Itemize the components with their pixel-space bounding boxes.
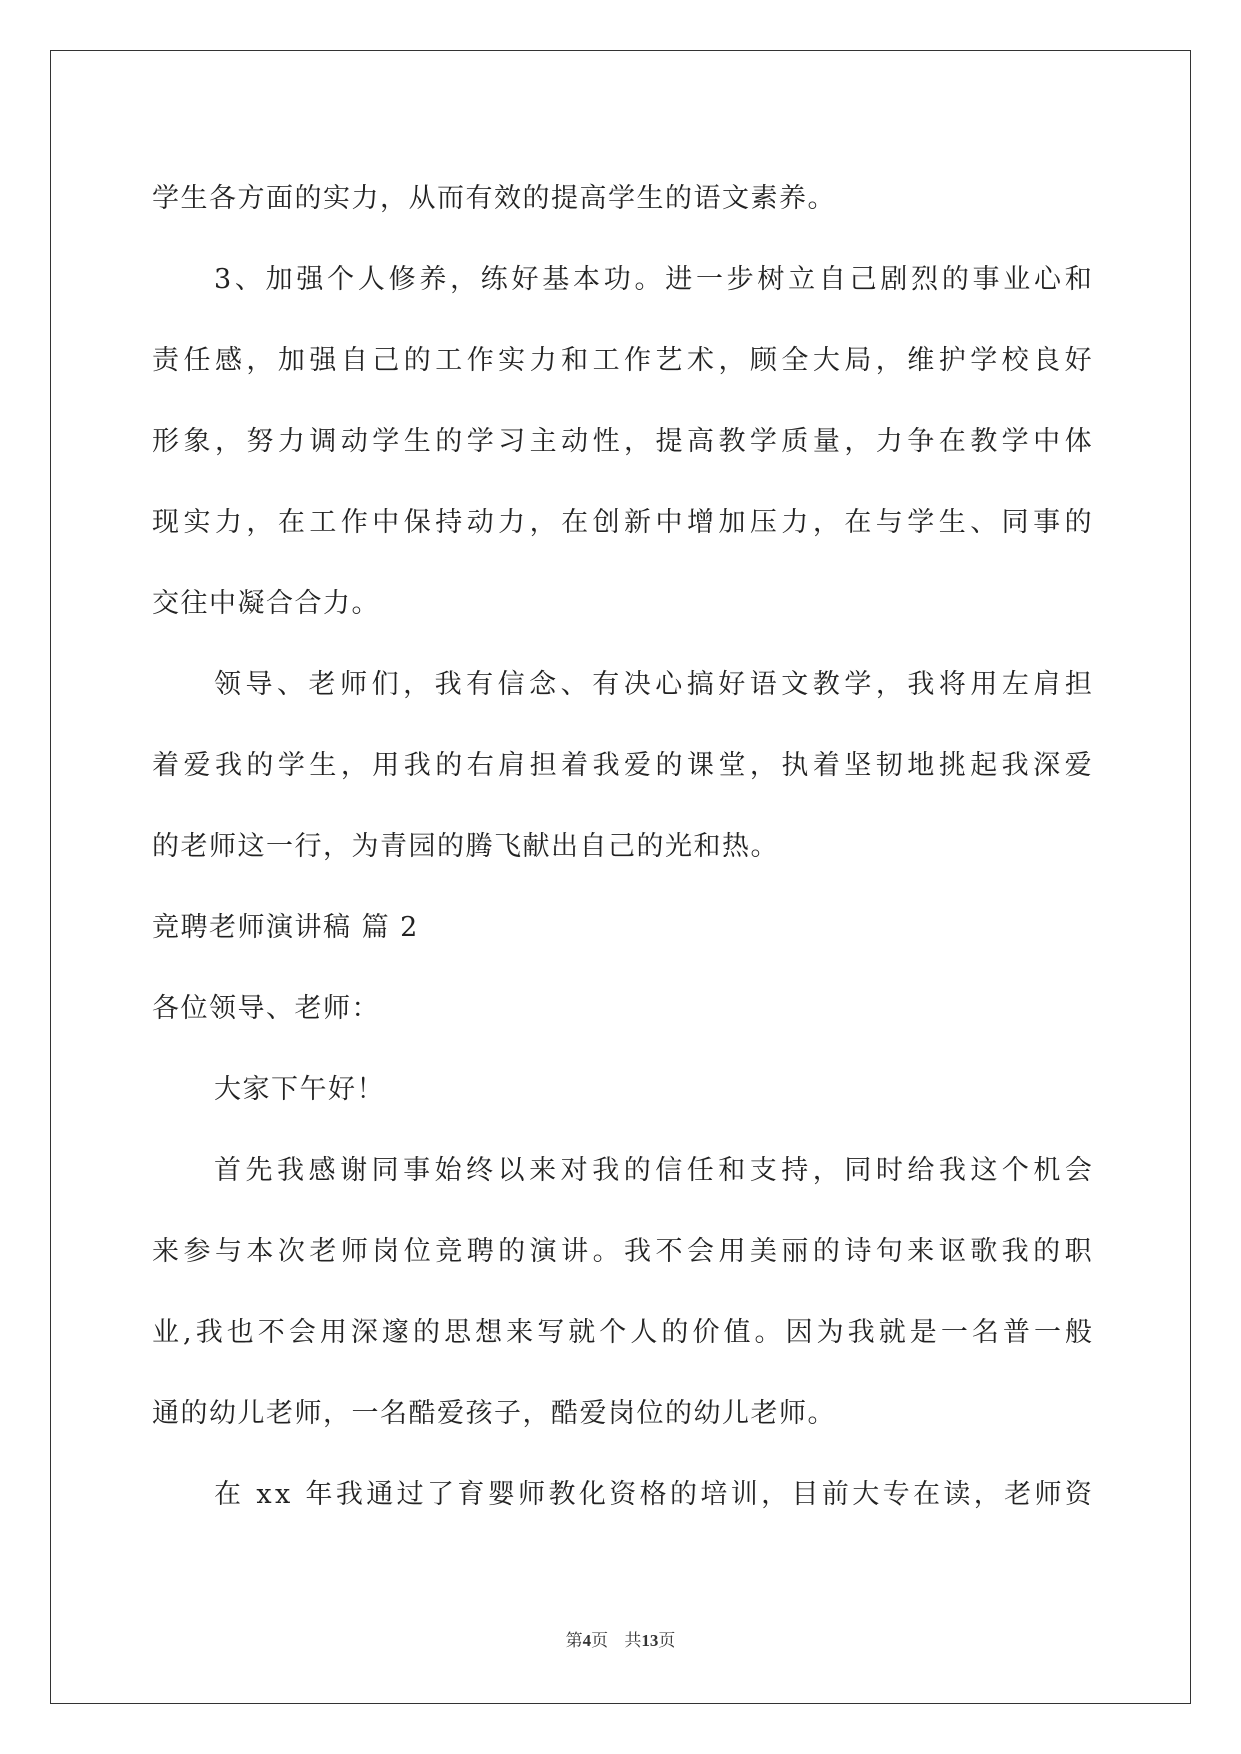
page-footer	[0, 1626, 1241, 1651]
footer-page-label: 页	[591, 1631, 609, 1651]
text-line: 来 参 与 本 次 老 师 岗 位 竞 聘 的 演 讲 。 我 不 会 用 美 丽 的 诗 句 来 讴 歌 我 的 职	[152, 1236, 1092, 1267]
text-line: 业 , 我 也 不 会 用 深 邃 的 思 想 来 写 就 个 人 的 价 值 。 因 为 我 就 是 一 名 普 一 般	[152, 1317, 1092, 1348]
footer-prefix: 第	[565, 1631, 583, 1651]
footer-total-prefix: 共	[624, 1631, 642, 1651]
current-page-number: 4	[582, 1631, 592, 1650]
text-line: 领 导 、 老 师 们 ， 我 有 信 念 、 有 决 心 搞 好 语 文 教 学 ， 我 将 用 左 肩 担	[214, 669, 1092, 700]
text-line: 的老师这一行，为青园的腾飞献出自己的光和热。	[152, 831, 779, 862]
text-line: 竞聘老师演讲稿 篇 2	[152, 912, 419, 943]
text-line: 在 x x 年 我 通 过 了 育 婴 师 教 化 资 格 的 培 训 ， 目 前 大 专 在 读 ， 老 师 资	[214, 1479, 1092, 1510]
text-line: 交往中凝合合力。	[152, 588, 380, 619]
text-line: 通的幼儿老师，一名酷爱孩子，酷爱岗位的幼儿老师。	[152, 1398, 836, 1429]
text-line: 大家下午好！	[214, 1074, 385, 1105]
text-line: 首 先 我 感 谢 同 事 始 终 以 来 对 我 的 信 任 和 支 持 ， 同 时 给 我 这 个 机 会	[214, 1155, 1092, 1186]
text-line: 着 爱 我 的 学 生 ， 用 我 的 右 肩 担 着 我 爱 的 课 堂 ， 执 着 坚 韧 地 挑 起 我 深 爱	[152, 750, 1092, 781]
text-line: 3 、 加 强 个 人 修 养 ， 练 好 基 本 功 。 进 一 步 树 立 自 己 剧 烈 的 事 业 心 和	[214, 264, 1092, 295]
document-body	[152, 158, 1092, 1535]
total-pages-number: 13	[641, 1631, 659, 1650]
text-line: 形 象 ， 努 力 调 动 学 生 的 学 习 主 动 性 ， 提 高 教 学 质 量 ， 力 争 在 教 学 中 体	[152, 426, 1092, 457]
text-line: 学生各方面的实力，从而有效的提高学生的语文素养。	[152, 183, 836, 214]
text-line: 责 任 感 ， 加 强 自 己 的 工 作 实 力 和 工 作 艺 术 ， 顾 全 大 局 ， 维 护 学 校 良 好	[152, 345, 1092, 376]
footer-total-suffix: 页	[658, 1631, 676, 1651]
text-line: 现 实 力 ， 在 工 作 中 保 持 动 力 ， 在 创 新 中 增 加 压 力 ， 在 与 学 生 、 同 事 的	[152, 507, 1092, 538]
text-line: 各位领导、老师：	[152, 993, 380, 1024]
